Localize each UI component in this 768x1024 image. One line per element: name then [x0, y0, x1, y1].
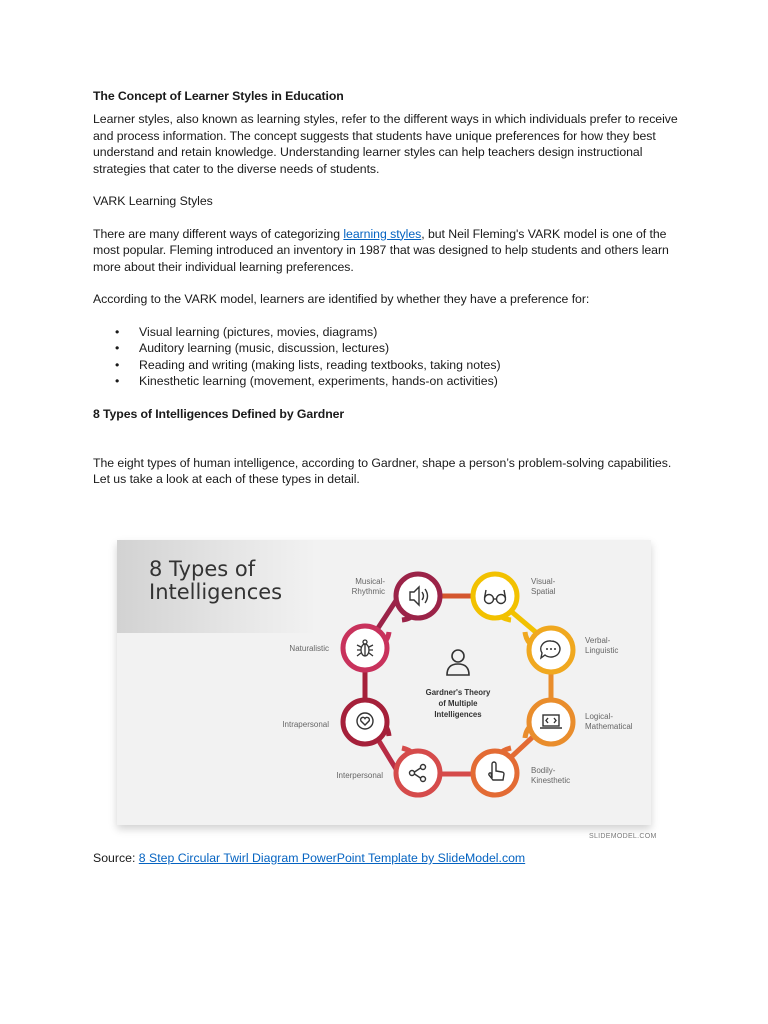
source-link[interactable]: 8 Step Circular Twirl Diagram PowerPoint Template by SlideModel.com [138, 851, 526, 865]
node-musical-rhythmic [396, 574, 440, 618]
node-ring [396, 751, 440, 795]
bullet-icon: • [115, 324, 120, 339]
center-text-line2: of Multiple [438, 699, 478, 708]
node-verbal-linguistic [529, 628, 573, 672]
list-item-text: Visual learning (pictures, movies, diagrams) [139, 324, 378, 339]
diagram-connectors [365, 596, 551, 774]
paragraph-learner-styles: Learner styles, also known as learning styles, refer to the different ways in which individuals prefer to receive and process information. The concept suggests that students have unique preferences for how they best understand and retain knowledge. Understanding learner styles can help teachers design instructional strategies that cater to the diverse needs of students. [93, 112, 678, 176]
learning-styles-link[interactable]: learning styles [343, 226, 422, 241]
bullet-icon: • [115, 341, 120, 355]
intelligences-diagram [117, 540, 651, 825]
node-naturalistic [343, 626, 387, 670]
center-text-line1: Gardner's Theory [425, 688, 491, 697]
source-label: Source: [93, 851, 139, 865]
diagram-title-line1: 8 Types of [149, 557, 256, 581]
bullet-icon: • [115, 374, 120, 388]
document-body [93, 88, 683, 488]
node-ring [343, 700, 387, 744]
bullet-icon: • [115, 357, 120, 372]
label-musical-2: Rhythmic [351, 587, 385, 596]
list-item [93, 324, 683, 341]
paragraph-vark-text-2: , but Neil Fleming's VARK model is one of the most popular. Fleming introduced an inventory in 1987 that was designed to help students and others learn more about their individual learning preferences. [93, 226, 669, 274]
label-bodily-1: Bodily- [531, 766, 556, 775]
heading-gardner: 8 Types of Intelligences Defined by Gardner [93, 406, 345, 421]
center-text [426, 688, 491, 719]
label-bodily-2: Kinesthetic [531, 776, 571, 785]
node-visual-spatial [473, 574, 517, 618]
node-labels [282, 577, 633, 785]
slidemodel-credit: SLIDEMODEL.COM [589, 833, 657, 840]
node-ring [529, 700, 573, 744]
node-ring [473, 751, 517, 795]
label-intrapersonal: Intrapersonal [282, 720, 329, 729]
node-logical-mathematical [529, 700, 573, 744]
node-intrapersonal [343, 700, 387, 744]
paragraph-vark [93, 226, 683, 276]
paragraph-gardner: The eight types of human intelligence, according to Gardner, shape a person’s problem-solving capabilities. Let us take a look at each of these types in detail. [93, 455, 672, 486]
heading-learner-styles: The Concept of Learner Styles in Education [93, 89, 344, 103]
label-visual-1: Visual- [531, 577, 556, 586]
center-text-line3: Intelligences [434, 710, 482, 719]
diagram-svg [117, 540, 651, 825]
label-naturalistic: Naturalistic [289, 644, 329, 653]
vark-list [93, 324, 683, 390]
label-verbal-2: Linguistic [585, 646, 619, 655]
list-item [93, 373, 683, 390]
paragraph-vark-preference: According to the VARK model, learners are identified by whether they have a preference for: [93, 292, 590, 306]
node-interpersonal [396, 751, 440, 795]
list-item-text: Auditory learning (music, discussion, lectures) [139, 341, 390, 355]
diagram-title-line2: Intelligences [149, 580, 283, 604]
list-item [93, 340, 683, 357]
list-item [93, 357, 683, 374]
label-logical-2: Mathematical [585, 722, 633, 731]
label-verbal-1: Verbal- [585, 636, 611, 645]
label-interpersonal: Interpersonal [336, 771, 383, 780]
person-icon [447, 650, 469, 675]
label-visual-2: Spatial [531, 587, 556, 596]
list-item-text: Kinesthetic learning (movement, experiments, hands-on activities) [139, 374, 498, 388]
paragraph-vark-text-1: There are many different ways of categorizing [93, 226, 344, 241]
node-ring [396, 574, 440, 618]
list-item-text: Reading and writing (making lists, reading textbooks, taking notes) [139, 357, 501, 372]
label-musical-1: Musical- [355, 577, 385, 586]
node-bodily-kinesthetic [473, 751, 517, 795]
label-logical-1: Logical- [585, 712, 614, 721]
node-ring [473, 574, 517, 618]
heading-vark: VARK Learning Styles [93, 194, 213, 208]
source-line [93, 851, 525, 865]
